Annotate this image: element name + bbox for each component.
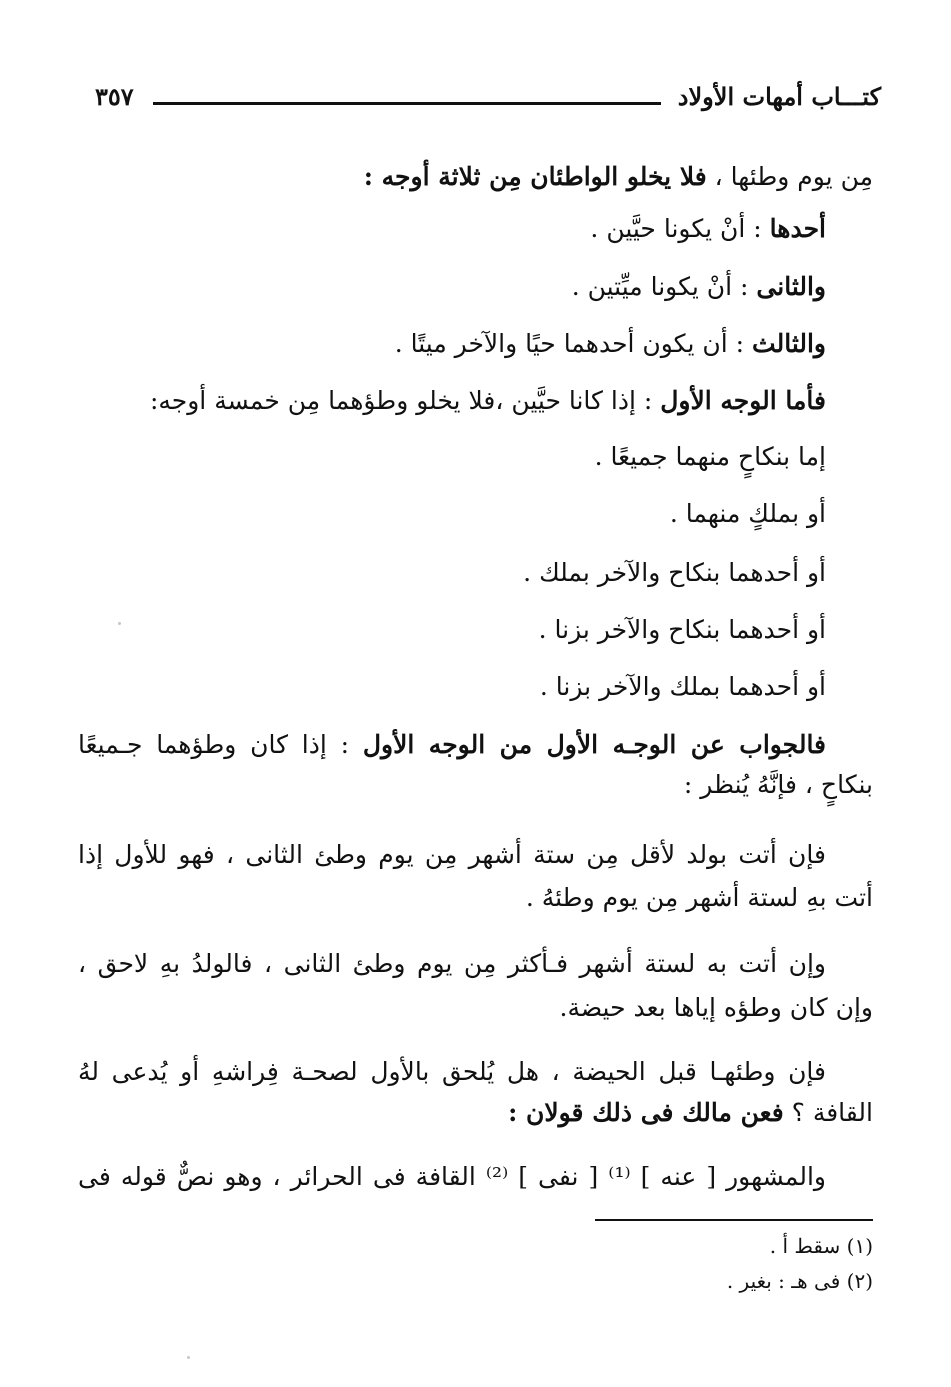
bold-heading-run: والثالث [752,329,826,358]
footnote: (١) سقط أ . [769,1234,873,1258]
footnote: (٢) فى هـ : بغير . [726,1269,873,1293]
text-line [560,991,873,1025]
scan-speck [118,622,121,625]
text-line [595,440,826,474]
bold-heading-run: فلا يخلو الواطئان مِن ثلاثة أوجه : [363,162,707,191]
text-run: وإن كان وطؤه إياها بعد حيضة. [559,993,873,1022]
text-line [670,497,826,531]
text-run: فإن وطئهـا قبل الحيضة ، هل يُلحق بالأول لصحـة فِراشهِ أو يُدعى لهُ [78,1057,826,1086]
text-run: مِن يوم وطئها ، [706,162,873,191]
text-line [364,160,873,194]
bold-heading-run: والثانى [756,272,826,301]
text-line [523,556,826,590]
text-line [540,670,826,704]
text-run: فإن أتت بولد لأقل مِن ستة أشهر مِن يوم وطئ الثانى ، فهو للأول إذا [78,840,826,869]
page-header [95,82,881,122]
text-run: أو أحدهما بنكاح والآخر بزنا . [538,615,826,644]
bold-heading-run: فالجواب عن الوجـه الأول من الوجه الأول [362,730,827,759]
text-run: : أنْ يكونا حيَّين . [590,214,770,243]
text-line [395,327,826,361]
text-line [572,270,826,304]
text-line [78,838,873,872]
bold-heading-run: أحدها [769,214,826,243]
text-line [590,212,826,246]
text-line [78,1160,873,1194]
bold-heading-run: فأما الوجه الأول [660,386,826,415]
running-title: كتـــاب أمهات الأولاد [677,82,881,111]
text-run: : أنْ يكونا ميِّتين . [571,272,757,301]
text-run: أتت بهِ لستة أشهر مِن يوم وطئهُ . [525,883,873,912]
text-line [78,728,873,762]
text-line [78,947,873,981]
text-run: والمشهور [ عنه ] ⁽¹⁾ [ نفى ] ⁽²⁾ القافة فى الحرائر ، وهو نصٌّ قوله فى [78,1162,826,1191]
text-run: : أن يكون أحدهما حيًا والآخر ميتًا . [394,329,753,358]
text-line [539,613,826,647]
text-run: : إذا كانا حيَّين ،فلا يخلو وطؤهما مِن خمسة أوجه: [149,386,661,415]
text-run: أو أحدهما بملك والآخر بزنا . [539,672,826,701]
scan-speck [187,1356,190,1359]
text-run: إما بنكاحٍ منهما جميعًا . [594,442,826,471]
text-run: وإن أتت به لستة أشهر فـأكثر مِن يوم وطئ الثانى ، فالولدُ بهِ لاحق ، [78,949,826,978]
text-run: بنكاحٍ ، فإنَّهُ يُنظر : [683,770,873,799]
text-line [684,768,873,802]
page-number: ٣٥٧ [95,82,134,111]
text-run: أو أحدهما بنكاح والآخر بملك . [523,558,826,587]
text-line [526,881,873,915]
text-run: : إذا كان وطؤهما جـميعًا [78,730,363,759]
header-rule [153,102,661,105]
text-run: القافة ؟ [783,1098,873,1127]
footnote-rule [595,1219,873,1221]
text-line [508,1096,873,1130]
text-line [78,1055,873,1089]
bold-heading-run: فعن مالك فى ذلك قولان : [508,1098,784,1127]
text-line [150,384,826,418]
text-run: أو بملكٍ منهما . [669,499,826,528]
